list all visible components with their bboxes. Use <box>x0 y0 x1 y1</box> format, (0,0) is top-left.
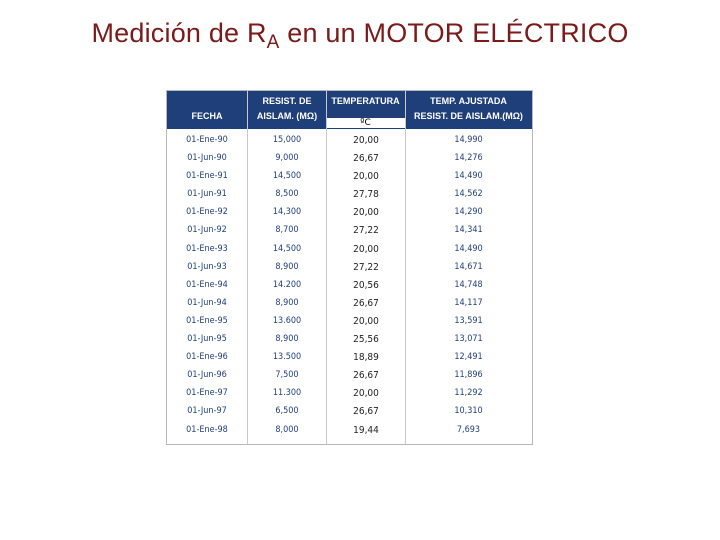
cell-temperatura: 18,89 <box>353 352 379 364</box>
cell-fecha: 01-Ene-98 <box>186 424 228 435</box>
cell-resist: 14,500 <box>272 243 302 254</box>
cell-temperatura: 19,44 <box>353 424 379 436</box>
cell-resist: 8,700 <box>275 225 299 236</box>
table-row <box>167 242 532 260</box>
cell-resist-ajustada: 11,896 <box>454 370 483 381</box>
cell-fecha: 01-Jun-95 <box>187 334 227 345</box>
table-row <box>167 314 532 332</box>
cell-temperatura: 27,22 <box>353 225 379 237</box>
page-title <box>0 18 720 54</box>
cell-fecha: 01-Jun-92 <box>187 225 227 236</box>
cell-resist-ajustada: 11,292 <box>454 388 483 399</box>
cell-fecha: 01-Jun-94 <box>187 297 227 308</box>
cell-resist: 8,900 <box>275 334 299 345</box>
table-row <box>167 368 532 386</box>
cell-temperatura: 20,00 <box>353 135 379 146</box>
table-row <box>167 423 532 441</box>
cell-resist-ajustada: 14,341 <box>454 225 483 236</box>
cell-temperatura: 20,00 <box>353 388 379 400</box>
header-temperatura: TEMPERATURA <box>331 96 400 106</box>
cell-fecha: 01-Ene-92 <box>186 207 228 218</box>
cell-fecha: 01-Ene-91 <box>186 171 228 182</box>
cell-fecha: 01-Ene-93 <box>186 243 228 254</box>
cell-resist-ajustada: 10,310 <box>454 406 483 417</box>
cell-resist-ajustada: 14,490 <box>454 243 483 254</box>
cell-fecha: 01-Jun-93 <box>187 261 227 272</box>
header-fecha: FECHA <box>191 111 223 121</box>
table-row <box>167 296 532 314</box>
cell-resist-ajustada: 7,693 <box>456 424 481 435</box>
table-row <box>167 223 532 241</box>
cell-temperatura: 26,67 <box>353 153 379 165</box>
cell-resist: 7,500 <box>275 370 299 381</box>
header-resist: RESIST. DE AISLAM. (MΩ) <box>256 96 318 121</box>
cell-fecha: 01-Jun-97 <box>187 406 227 417</box>
cell-resist-ajustada: 13,591 <box>454 315 483 326</box>
cell-fecha: 01-Ene-90 <box>186 135 228 145</box>
title-prefix: Medición de R <box>91 18 267 48</box>
cell-temperatura: 20,00 <box>353 315 379 327</box>
cell-resist: 14.200 <box>272 279 302 290</box>
table-header <box>167 91 532 129</box>
cell-fecha: 01-Ene-95 <box>186 315 228 326</box>
table-row <box>167 133 532 151</box>
measurement-table <box>166 90 533 445</box>
table-body <box>167 133 532 441</box>
table-row <box>167 205 532 223</box>
cell-resist: 13.500 <box>272 352 302 363</box>
cell-resist-ajustada: 14,117 <box>454 297 483 308</box>
cell-resist-ajustada: 12,491 <box>454 352 483 363</box>
cell-fecha: 01-Jun-91 <box>187 189 227 200</box>
cell-resist-ajustada: 14,290 <box>454 207 483 218</box>
header-temp-ajustada: TEMP. AJUSTADA RESIST. DE AISLAM.(MΩ) <box>414 96 523 121</box>
table-row <box>167 278 532 296</box>
table-row <box>167 350 532 368</box>
cell-fecha: 01-Jun-96 <box>187 370 227 381</box>
cell-resist: 14,300 <box>272 207 302 218</box>
cell-resist: 14,500 <box>272 171 302 182</box>
cell-temperatura: 27,78 <box>353 189 379 201</box>
table-row <box>167 187 532 205</box>
cell-temperatura: 27,22 <box>353 261 379 273</box>
title-subscript: A <box>266 32 280 53</box>
cell-resist: 8,000 <box>275 424 299 435</box>
cell-fecha: 01-Ene-97 <box>186 388 228 399</box>
header-temp-unit: ºC <box>326 118 405 128</box>
table-row <box>167 260 532 278</box>
cell-resist: 13.600 <box>272 315 302 326</box>
cell-fecha: 01-Ene-94 <box>186 279 228 290</box>
cell-resist: 6,500 <box>275 406 299 417</box>
table-row <box>167 151 532 169</box>
table-row <box>167 332 532 350</box>
cell-resist-ajustada: 14,562 <box>454 189 483 200</box>
cell-temperatura: 25,56 <box>353 334 379 346</box>
cell-temperatura: 20,56 <box>353 279 379 291</box>
cell-resist: 8,500 <box>275 189 299 200</box>
cell-resist: 11.300 <box>272 388 302 399</box>
cell-resist-ajustada: 13,071 <box>454 334 483 345</box>
cell-temperatura: 20,00 <box>353 171 379 183</box>
table-row <box>167 169 532 187</box>
cell-resist: 8,900 <box>275 297 299 308</box>
cell-resist: 9,000 <box>275 153 299 164</box>
cell-resist: 15,000 <box>272 135 302 145</box>
cell-resist-ajustada: 14,276 <box>454 153 483 164</box>
cell-resist-ajustada: 14,490 <box>454 171 483 182</box>
cell-resist-ajustada: 14,748 <box>454 279 483 290</box>
cell-fecha: 01-Jun-90 <box>187 153 227 164</box>
cell-resist: 8,900 <box>275 261 299 272</box>
cell-temperatura: 26,67 <box>353 297 379 309</box>
cell-temperatura: 26,67 <box>353 370 379 382</box>
cell-fecha: 01-Ene-96 <box>186 352 228 363</box>
cell-resist-ajustada: 14,671 <box>454 261 483 272</box>
table-row <box>167 404 532 422</box>
cell-temperatura: 26,67 <box>353 406 379 418</box>
table-row <box>167 386 532 404</box>
cell-temperatura: 20,00 <box>353 243 379 255</box>
title-suffix: en un MOTOR ELÉCTRICO <box>279 18 629 48</box>
cell-resist-ajustada: 14,990 <box>454 135 483 145</box>
cell-temperatura: 20,00 <box>353 207 379 219</box>
